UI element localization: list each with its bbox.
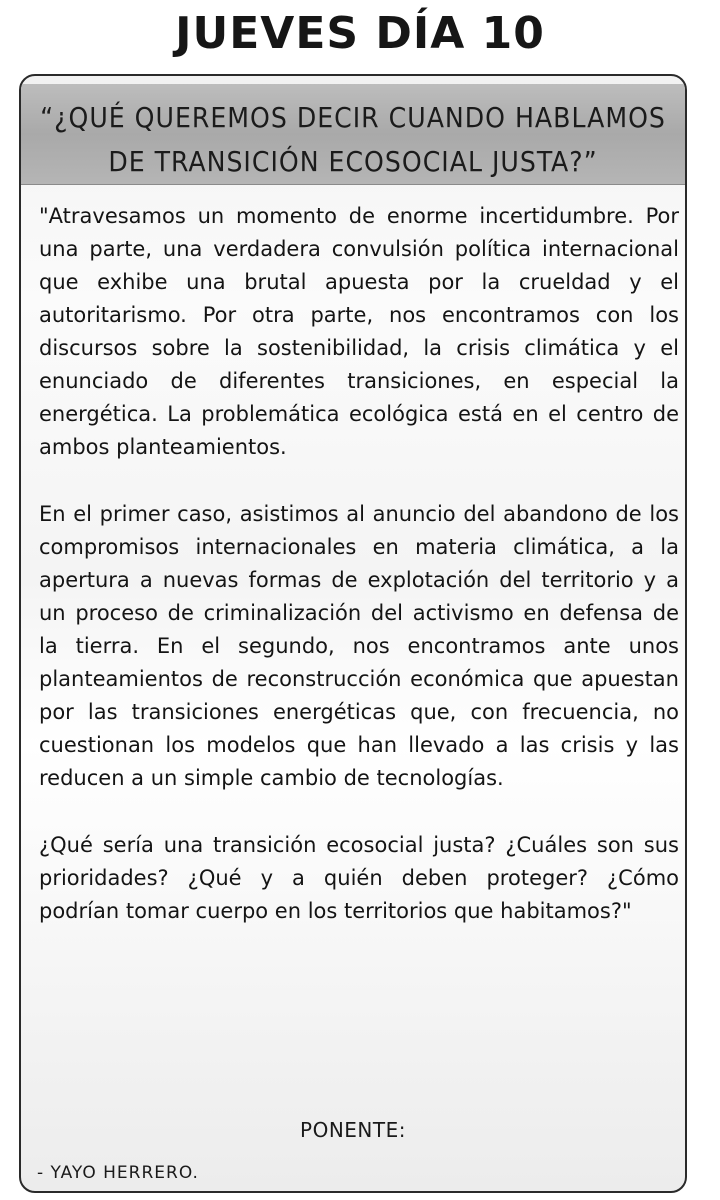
- announcement-card: [19, 74, 687, 1193]
- paragraph-1: "Atravesamos un momento de enorme incertidumbre. Por una parte, una verdadera convulsión política internacional que exhibe una brutal apuesta por la crueldad y el autoritarismo. Por otra parte, nos encontramos con los discursos sobre la sostenibilidad, la crisis climática y el enunciado de diferentes transiciones, en especial la energética. La problemática ecológica está en el centro de ambos planteamientos.: [39, 204, 679, 459]
- talk-title-line-1: “¿QUÉ QUEREMOS DECIR CUANDO HABLAMOS: [40, 101, 666, 134]
- description-text: [39, 200, 679, 928]
- paragraph-3: ¿Qué sería una transición ecosocial justa? ¿Cuáles son sus prioridades? ¿Qué y a quién deben proteger? ¿Cómo podrían tomar cuerpo en los territorios que habitamos?": [39, 833, 679, 923]
- speaker-name: - YAYO HERRERO.: [37, 1163, 199, 1183]
- talk-title: [31, 96, 675, 184]
- page-title: JUEVES DÍA 10: [175, 8, 545, 59]
- paragraph-2: En el primer caso, asistimos al anuncio del abandono de los compromisos internacionales en materia climática, a la apertura a nuevas formas de explotación del territorio y a un proceso de criminalización del activismo en defensa de la tierra. En el segundo, nos encontramos ante unos planteamientos de reconstrucción económica que apuestan por las transiciones energéticas que, con frecuencia, no cuestionan los modelos que han llevado a las crisis y las reducen a un simple cambio de tecnologías.: [39, 502, 679, 790]
- talk-title-line-2: DE TRANSICIÓN ECOSOCIAL JUSTA?”: [108, 145, 598, 178]
- header-band: [21, 84, 685, 185]
- speaker-label: PONENTE:: [300, 1118, 406, 1142]
